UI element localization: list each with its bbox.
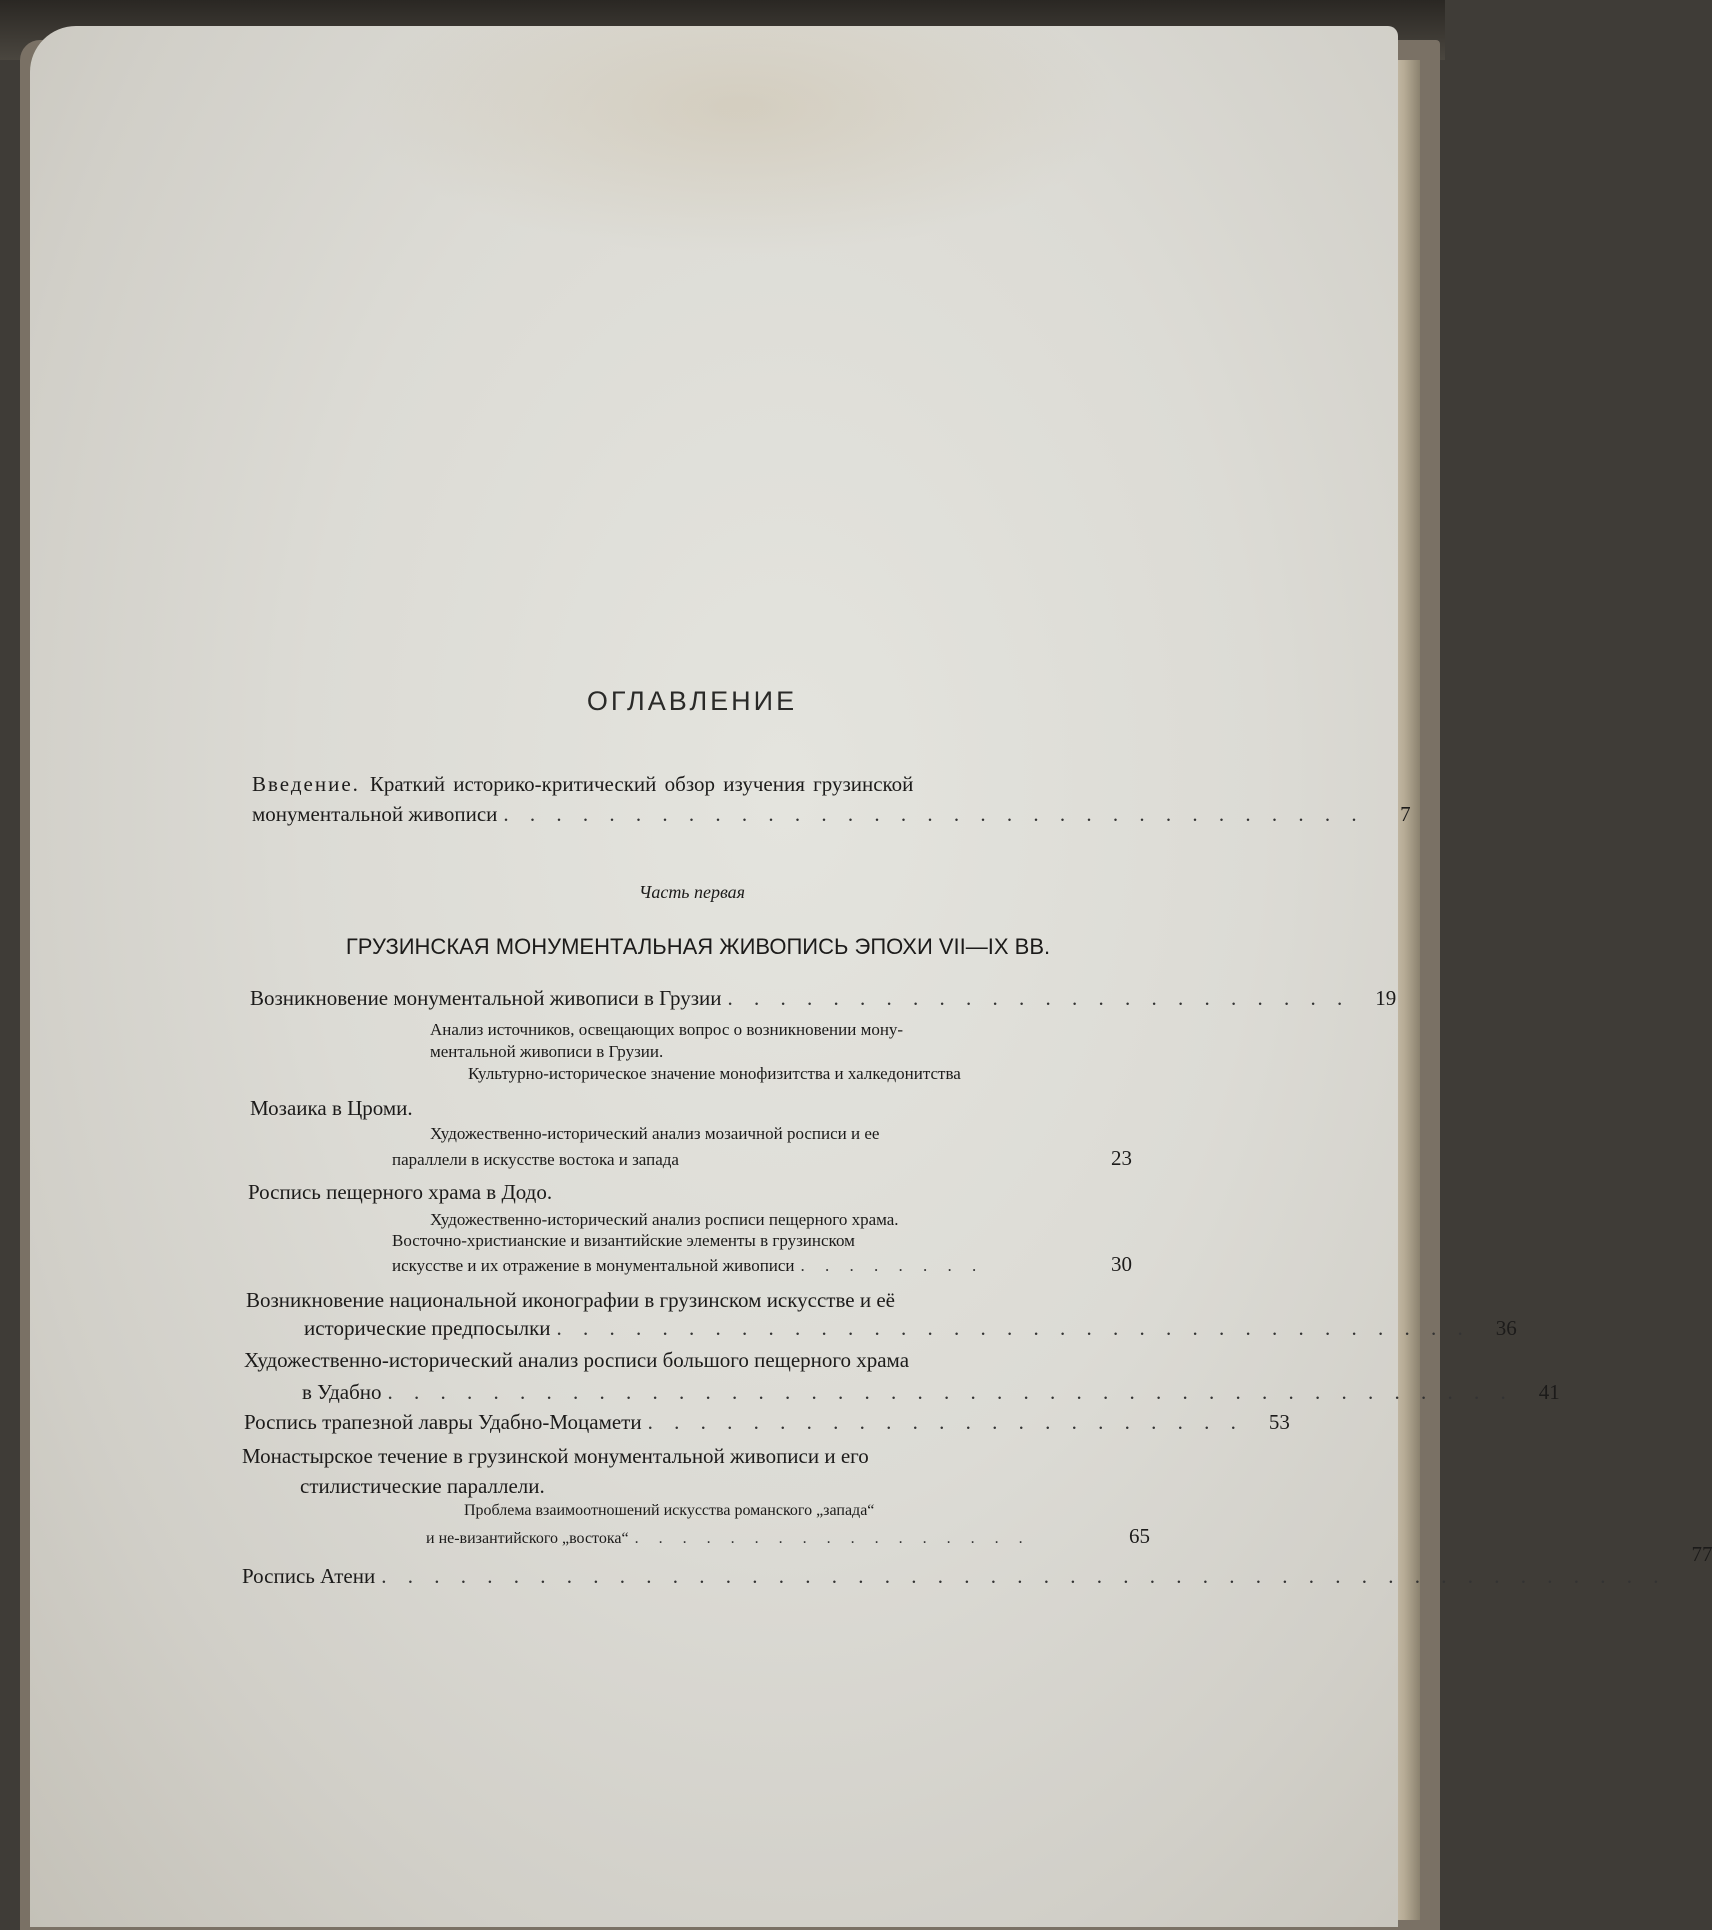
entry-subtitle-text: Художественно-исторический анализ мозаичной росписи и ее [430,1124,880,1143]
toc-entry [242,1542,1712,1589]
toc-intro-line1 [252,772,1072,797]
toc-entry [248,1180,552,1205]
entry-title-line2: в Удабно [302,1380,382,1404]
entry-subtitle [426,1524,1150,1549]
entry-subtitle-text: Проблема взаимоотношений искусства романского „запада“ [464,1502,875,1519]
toc-entry [250,986,1397,1011]
entry-subtitle-text: Анализ источников, освещающих вопрос о возникновении мону- [430,1020,904,1039]
entry-subtitle-text: параллели в искусстве востока и запада [392,1150,679,1169]
entry-title-line2: исторические предпосылки [304,1316,551,1340]
intro-text-line1: Краткий историко-критический обзор изучения грузинской [369,772,914,796]
entry-subtitle-text: ментальной живописи в Грузии. [430,1042,664,1061]
entry-subtitle [430,1042,663,1062]
entry-title: Роспись Атени [242,1564,376,1588]
toc-entry [250,1096,413,1121]
page-number: 53 [1268,1410,1290,1434]
water-stain [360,26,1120,256]
toc-entry-line2 [302,1380,1560,1405]
entry-subtitle [392,1146,1132,1171]
page-title: ОГЛАВЛЕНИЕ [586,686,798,716]
entry-title-line2: стилистические параллели. [300,1474,545,1498]
entry-subtitle [430,1020,903,1040]
toc-intro-line2 [252,802,1411,827]
entry-title-line1: Художественно-исторический анализ росписи большого пещерного храма [244,1348,910,1372]
entry-title: Роспись пещерного храма в Додо. [248,1180,553,1204]
leader-dots: . . . . . . . . [800,1256,985,1275]
page-number: 23 [1111,1146,1132,1170]
intro-label: Введение. [252,772,360,796]
page-number: 36 [1495,1316,1517,1340]
entry-subtitle [468,1064,961,1084]
entry-subtitle [430,1210,899,1230]
page-number: 30 [1111,1252,1132,1276]
page-number: 19 [1375,986,1397,1010]
leader-dots: . . . . . . . . . . . . . . . . . . . . . . . . [727,986,1351,1010]
entry-subtitle-text: Восточно-христианские и византийские элементы в грузинском [392,1231,855,1250]
entry-subtitle [464,1502,874,1520]
entry-subtitle-text: Художественно-исторический анализ росписи пещерного храма. [430,1210,899,1229]
entry-subtitle [392,1252,1132,1277]
book-page [30,26,1712,1927]
entry-subtitle [430,1124,879,1144]
entry-title-line1: Возникновение национальной иконографии в грузинском искусстве и её [246,1288,895,1312]
toc-entry [244,1410,1290,1435]
part-label: Часть первая [638,882,746,902]
leader-dots: . . . . . . . . . . . . . . . . . . . . . . . [647,1410,1244,1434]
toc-entry-line2 [300,1474,545,1499]
entry-title-line1: Монастырское течение в грузинской монументальной живописи и его [242,1444,869,1468]
entry-subtitle-text: и не-византийского „востока“ [426,1530,629,1547]
entry-subtitle-text: Культурно-историческое значение монофизитства и халкедонитства [468,1064,961,1083]
leader-dots: . . . . . . . . . . . . . . . . . . . . . . . . . . . . . . . . . . . . . . . . . . . [387,1380,1514,1404]
leader-space [685,1150,1086,1170]
part-heading: ГРУЗИНСКАЯ МОНУМЕНТАЛЬНАЯ ЖИВОПИСЬ ЭПОХИ VII—IX ВВ. [345,934,1051,959]
toc-entry-line2 [304,1316,1517,1341]
leader-dots: . . . . . . . . . . . . . . . . . . . . . . . . . . . . . . . . . [503,802,1365,826]
toc-entry [242,1444,869,1469]
entry-title: Возникновение монументальной живописи в Грузии [250,986,722,1010]
intro-text-line2: монументальной живописи [252,802,498,826]
leader-dots: . . . . . . . . . . . . . . . . . . . . . . . . . . . . . . . . . . . [556,1316,1471,1340]
entry-subtitle [392,1231,855,1251]
page-number: 77 [1691,1542,1712,1566]
entry-title: Мозаика в Цроми. [250,1096,413,1120]
entry-subtitle-text: искусстве и их отражение в монументальной живописи [392,1256,795,1275]
page-number: 41 [1538,1380,1560,1404]
leader-dots: . . . . . . . . . . . . . . . . . . . . . . . . . . . . . . . . . . . . . . . . . . . . . . . . . [381,1564,1667,1588]
entry-title: Роспись трапезной лавры Удабно-Моцамети [244,1410,642,1434]
leader-dots: . . . . . . . . . . . . . . . . . [634,1530,1031,1547]
page-number: 65 [1129,1524,1150,1548]
page-number: 7 [1400,802,1411,826]
toc-entry [246,1288,895,1313]
toc-entry [244,1348,909,1373]
